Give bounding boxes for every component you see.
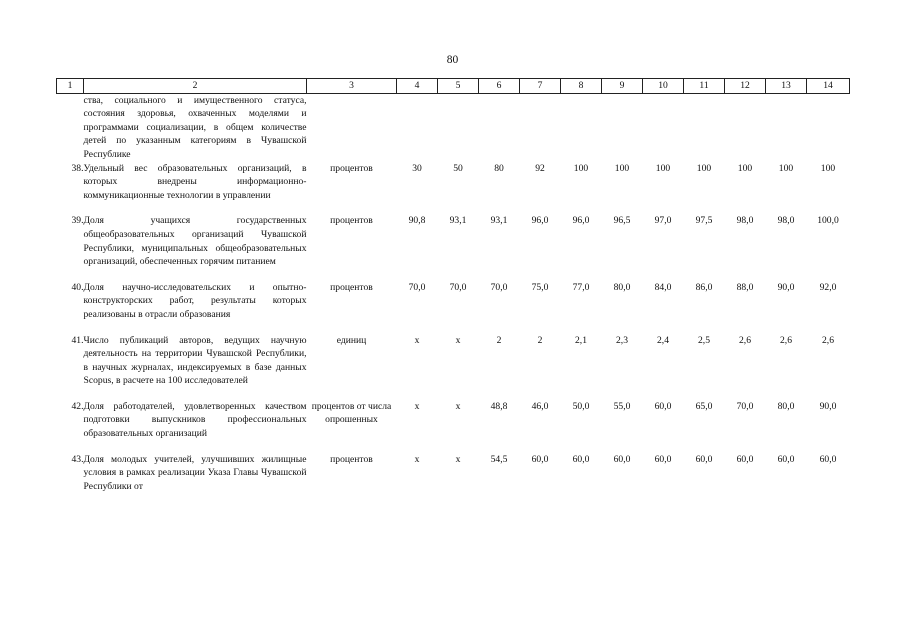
value-cell: 70,0: [449, 281, 467, 293]
value-cell: 96,0: [572, 215, 590, 227]
value-cell: 60,0: [736, 453, 754, 465]
value-cell: 96,0: [531, 215, 549, 227]
value-cell: 46,0: [531, 400, 549, 412]
value-cell: 96,5: [613, 215, 631, 227]
value-cell: 2,3: [616, 334, 628, 346]
value-cell: 92,0: [819, 281, 837, 293]
value-cell: 100: [820, 162, 836, 174]
value-cell: 100: [737, 162, 753, 174]
value-cell: 93,1: [449, 215, 467, 227]
indicator-description: Доля научно-исследовательских и опытно-конструкторских работ, результаты которых реализованы в отрасли образования: [83, 281, 307, 320]
value-cell: x: [455, 334, 461, 346]
value-cell: 80: [494, 162, 504, 174]
value-cell: 2,5: [698, 334, 710, 346]
table-row: [57, 162, 850, 203]
value-cell: 65,0: [695, 400, 713, 412]
value-cell: x: [414, 334, 420, 346]
value-cell: 60,0: [654, 400, 672, 412]
value-cell: 80,0: [613, 281, 631, 293]
page-number: 80: [446, 54, 459, 66]
value-cell: 80,0: [777, 400, 795, 412]
column-header: 6: [479, 79, 520, 94]
value-cell: 54,5: [490, 453, 508, 465]
column-header: 3: [307, 79, 397, 94]
value-cell: 60,0: [613, 453, 631, 465]
value-cell: 100: [614, 162, 630, 174]
continuation-row: [57, 93, 850, 161]
column-header: 2: [84, 79, 307, 94]
indicators-table: [56, 78, 850, 493]
value-cell: 90,8: [408, 215, 426, 227]
unit-cell: процентов: [330, 215, 373, 227]
indicator-description: Удельный вес образовательных организаций, в которых внедрены информационно-коммуникационные технологии в управлении: [83, 162, 307, 201]
value-cell: 48,8: [490, 400, 508, 412]
indicator-description: Число публикаций авторов, ведущих научную деятельность на территории Чувашской Республики, в научных журналах, индексируемых в базе данных Scopus, в расчете на 100 исследователей: [83, 334, 307, 387]
unit-cell: процентов: [330, 162, 373, 174]
value-cell: 2,4: [657, 334, 669, 346]
value-cell: 90,0: [819, 400, 837, 412]
value-cell: 97,0: [654, 215, 672, 227]
value-cell: 92: [535, 162, 545, 174]
unit-cell: процентов от числа опрошенных: [311, 400, 392, 426]
column-header: 5: [438, 79, 479, 94]
row-number: 39.: [71, 215, 84, 227]
value-cell: 93,1: [490, 215, 508, 227]
row-number: 42.: [71, 400, 84, 412]
column-header: 1: [57, 79, 84, 94]
value-cell: 2: [537, 334, 543, 346]
value-cell: 2,1: [575, 334, 587, 346]
table-row: [57, 400, 850, 441]
column-header: 12: [725, 79, 766, 94]
column-header: 11: [684, 79, 725, 94]
indicator-description: Доля работодателей, удовлетворенных качеством подготовки выпускников профессиональных образовательных организаций: [83, 400, 307, 440]
column-numbers-header: [57, 79, 850, 94]
column-header: 4: [397, 79, 438, 94]
value-cell: 100: [696, 162, 712, 174]
value-cell: 100: [778, 162, 794, 174]
value-cell: 50: [453, 162, 463, 174]
value-cell: 100: [655, 162, 671, 174]
value-cell: x: [414, 453, 420, 465]
value-cell: 2,6: [780, 334, 792, 346]
value-cell: 60,0: [654, 453, 672, 465]
column-header: 9: [602, 79, 643, 94]
indicator-description: Доля молодых учителей, улучшивших жилищные условия в рамках реализации Указа Главы Чувашской Республики от: [83, 453, 307, 492]
value-cell: 55,0: [613, 400, 631, 412]
value-cell: x: [414, 400, 420, 412]
indicator-description: Доля учащихся государственных общеобразовательных организаций Чувашской Республики, муниципальных общеобразовательных организаций, обеспеченных горячим питанием: [83, 215, 307, 268]
row-number: 43.: [71, 453, 84, 465]
continuation-text: ства, социального и имущественного статуса, состояния здоровья, охваченных моделями и программами социализации, в общем количестве детей по указанным категориям в Чувашской Республике: [83, 94, 307, 160]
value-cell: 60,0: [572, 453, 590, 465]
value-cell: 100: [573, 162, 589, 174]
value-cell: 30: [412, 162, 422, 174]
row-number: 38.: [71, 162, 84, 174]
value-cell: 2: [496, 334, 502, 346]
unit-cell: процентов: [330, 281, 373, 293]
table-row: [57, 214, 850, 268]
value-cell: 84,0: [654, 281, 672, 293]
row-number: 40.: [71, 281, 84, 293]
column-header: 10: [643, 79, 684, 94]
value-cell: 98,0: [736, 215, 754, 227]
table-row: [57, 281, 850, 322]
value-cell: 60,0: [819, 453, 837, 465]
value-cell: 2,6: [822, 334, 834, 346]
value-cell: 70,0: [408, 281, 426, 293]
column-header: 14: [807, 79, 850, 94]
value-cell: 70,0: [490, 281, 508, 293]
column-header: 13: [766, 79, 807, 94]
table-row: [57, 334, 850, 388]
value-cell: 97,5: [695, 215, 713, 227]
value-cell: 77,0: [572, 281, 590, 293]
value-cell: 60,0: [531, 453, 549, 465]
value-cell: 60,0: [777, 453, 795, 465]
table-row: [57, 453, 850, 494]
column-header: 7: [520, 79, 561, 94]
value-cell: 100,0: [817, 215, 839, 227]
value-cell: 86,0: [695, 281, 713, 293]
value-cell: 60,0: [695, 453, 713, 465]
value-cell: 98,0: [777, 215, 795, 227]
column-header: 8: [561, 79, 602, 94]
value-cell: 90,0: [777, 281, 795, 293]
value-cell: x: [455, 400, 461, 412]
value-cell: 50,0: [572, 400, 590, 412]
value-cell: x: [455, 453, 461, 465]
row-number: 41.: [71, 334, 84, 346]
value-cell: 70,0: [736, 400, 754, 412]
unit-cell: процентов: [330, 453, 373, 465]
value-cell: 75,0: [531, 281, 549, 293]
value-cell: 88,0: [736, 281, 754, 293]
unit-cell: единиц: [336, 334, 367, 346]
value-cell: 2,6: [739, 334, 751, 346]
